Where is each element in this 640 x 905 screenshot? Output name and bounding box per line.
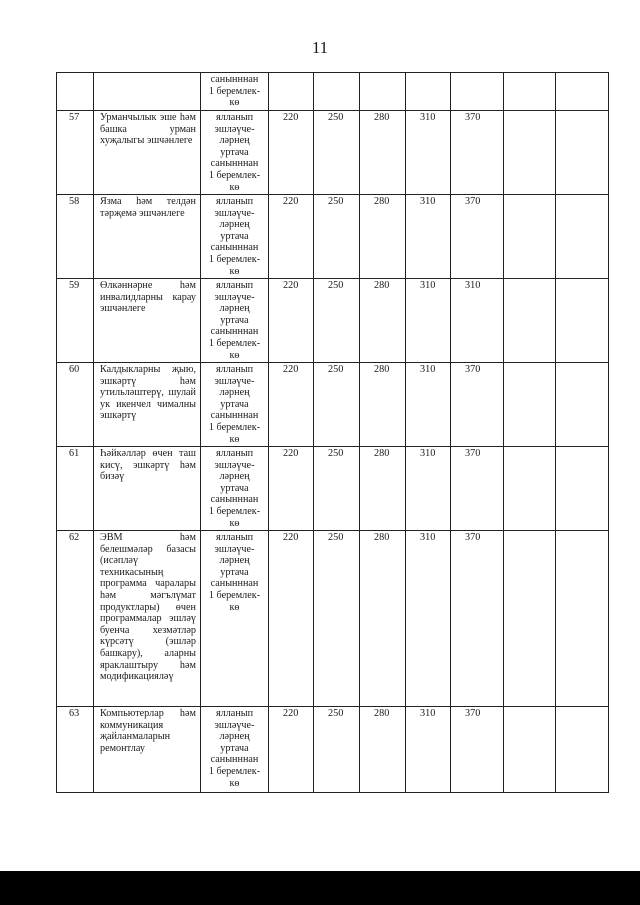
table-row <box>57 447 609 531</box>
unit-line: 1 беремлек- <box>208 337 261 349</box>
cell-value: 220 <box>269 531 314 707</box>
cell-unit <box>201 447 269 531</box>
cell-value: 220 <box>269 447 314 531</box>
unit-line: санынннан <box>210 242 259 254</box>
cell-unit <box>201 279 269 363</box>
unit-line: уртача <box>220 314 249 326</box>
cell-activity: Һәйкәлләр өчен таш кисү, эшкәртү һәм бизәү <box>94 447 201 531</box>
tariff-table <box>56 72 609 793</box>
unit-line: уртача <box>220 742 249 754</box>
unit-line: ләрнең <box>219 387 250 399</box>
unit-line: 1 беремлек- <box>208 85 261 97</box>
scan-bottom-edge <box>0 871 640 905</box>
cell-empty <box>556 111 609 195</box>
unit-line: 1 беремлек- <box>208 505 261 517</box>
cell-empty <box>556 447 609 531</box>
cell-value: 250 <box>314 363 360 447</box>
unit-line: ялланып <box>215 364 254 375</box>
cell-unit <box>201 531 269 707</box>
cell-value: 250 <box>314 195 360 279</box>
table-row <box>57 195 609 279</box>
unit-line: ялланып <box>215 448 254 459</box>
unit-line: 1 беремлек- <box>208 589 261 601</box>
unit-line: ялланып <box>215 196 254 207</box>
cell-value: 310 <box>451 279 504 363</box>
unit-line: кө <box>229 601 240 613</box>
cell-value: 370 <box>451 363 504 447</box>
cell-value: 280 <box>360 447 406 531</box>
cell-unit <box>201 111 269 195</box>
cell-value: 250 <box>314 531 360 707</box>
cell-number: 62 <box>57 531 94 707</box>
cell-value: 220 <box>269 195 314 279</box>
cell-value: 310 <box>406 447 451 531</box>
unit-line: эшләүче- <box>214 123 255 135</box>
cell-value: 370 <box>451 195 504 279</box>
cell-value: 310 <box>406 531 451 707</box>
unit-line: ләрнең <box>219 219 250 231</box>
unit-line: эшләүче- <box>214 719 255 731</box>
cell-value: 250 <box>314 111 360 195</box>
cell-value: 370 <box>451 447 504 531</box>
cell-value: 280 <box>360 363 406 447</box>
cell-value: 370 <box>451 531 504 707</box>
table-row-partial <box>57 73 609 111</box>
cell-empty <box>504 111 556 195</box>
cell-value: 250 <box>314 707 360 793</box>
unit-line: кө <box>229 97 240 109</box>
cell-unit <box>201 73 269 111</box>
cell-value: 310 <box>406 363 451 447</box>
cell-value: 280 <box>360 195 406 279</box>
unit-line: ләрнең <box>219 471 250 483</box>
cell-empty <box>504 73 556 111</box>
cell-value: 220 <box>269 363 314 447</box>
cell-value: 310 <box>406 195 451 279</box>
unit-line: ләрнең <box>219 555 250 567</box>
cell-value <box>406 73 451 111</box>
cell-value: 310 <box>406 707 451 793</box>
unit-line: кө <box>229 433 240 445</box>
cell-number <box>57 73 94 111</box>
unit-line: 1 беремлек- <box>208 765 261 777</box>
cell-empty <box>504 195 556 279</box>
unit-line: 1 беремлек- <box>208 169 261 181</box>
unit-line: уртача <box>220 482 249 494</box>
unit-line: санынннан <box>210 74 259 85</box>
cell-value: 280 <box>360 531 406 707</box>
unit-line: санынннан <box>210 754 259 766</box>
cell-unit <box>201 707 269 793</box>
unit-line: ләрнең <box>219 303 250 315</box>
cell-value <box>314 73 360 111</box>
cell-activity: Урманчылык эше һәм башка урман хуҗалыгы эшчәнлеге <box>94 111 201 195</box>
cell-activity: ЭВМ һәм белешмәләр базасы (исәпләү техникасының программа чаралары һәм мәгълүмат продуктлары) өчен программалар эшләү буенча хезмәтләр күрсәтү (эшләр башкару), аларны яраклаштыру һәм модификацияләү <box>94 531 201 707</box>
unit-line: ялланып <box>215 280 254 291</box>
unit-line: санынннан <box>210 326 259 338</box>
cell-unit <box>201 195 269 279</box>
cell-empty <box>556 531 609 707</box>
unit-line: уртача <box>220 230 249 242</box>
unit-line: ләрнең <box>219 135 250 147</box>
cell-empty <box>556 279 609 363</box>
cell-number: 61 <box>57 447 94 531</box>
table-row <box>57 363 609 447</box>
cell-value <box>269 73 314 111</box>
cell-value: 220 <box>269 111 314 195</box>
cell-empty <box>556 707 609 793</box>
unit-line: ялланып <box>215 112 254 123</box>
cell-unit <box>201 363 269 447</box>
cell-empty <box>504 279 556 363</box>
cell-value: 280 <box>360 707 406 793</box>
cell-value: 310 <box>406 279 451 363</box>
unit-line: эшләүче- <box>214 375 255 387</box>
cell-value: 250 <box>314 447 360 531</box>
page-number: 11 <box>311 38 329 57</box>
unit-line: кө <box>229 349 240 361</box>
cell-empty <box>504 447 556 531</box>
unit-line: ялланып <box>215 708 254 719</box>
table-row <box>57 111 609 195</box>
tariff-table-wrapper <box>56 72 609 793</box>
unit-line: кө <box>229 777 240 789</box>
cell-value: 370 <box>451 707 504 793</box>
cell-activity <box>94 73 201 111</box>
cell-value: 220 <box>269 707 314 793</box>
unit-line: 1 беремлек- <box>208 253 261 265</box>
cell-empty <box>556 195 609 279</box>
cell-empty <box>556 363 609 447</box>
unit-line: эшләүче- <box>214 459 255 471</box>
cell-empty <box>504 363 556 447</box>
unit-line: эшләүче- <box>214 291 255 303</box>
unit-line: санынннан <box>210 158 259 170</box>
cell-value <box>451 73 504 111</box>
cell-number: 60 <box>57 363 94 447</box>
cell-empty <box>504 707 556 793</box>
cell-activity: Компьютерлар һәм коммуникация җайланмаларын ремонтлау <box>94 707 201 793</box>
cell-value: 370 <box>451 111 504 195</box>
unit-line: кө <box>229 265 240 277</box>
unit-line: санынннан <box>210 578 259 590</box>
unit-line: санынннан <box>210 410 259 422</box>
unit-line: санынннан <box>210 494 259 506</box>
cell-number: 63 <box>57 707 94 793</box>
unit-line: кө <box>229 517 240 529</box>
cell-activity: Калдыкларны җыю, эшкәртү һәм утильләштерү, шулай ук икенчел чималны эшкәртү <box>94 363 201 447</box>
unit-line: кө <box>229 181 240 193</box>
cell-value: 280 <box>360 279 406 363</box>
cell-number: 57 <box>57 111 94 195</box>
unit-line: ләрнең <box>219 731 250 743</box>
cell-number: 59 <box>57 279 94 363</box>
cell-empty <box>556 73 609 111</box>
unit-line: эшләүче- <box>214 207 255 219</box>
unit-line: уртача <box>220 398 249 410</box>
table-row <box>57 707 609 793</box>
unit-line: эшләүче- <box>214 543 255 555</box>
cell-value <box>360 73 406 111</box>
unit-line: уртача <box>220 566 249 578</box>
unit-line: ялланып <box>215 532 254 543</box>
cell-activity: Өлкәннәрне һәм инвалидларны карау эшчәнлеге <box>94 279 201 363</box>
unit-line: 1 беремлек- <box>208 421 261 433</box>
unit-line: уртача <box>220 146 249 158</box>
table-row <box>57 531 609 707</box>
table-row <box>57 279 609 363</box>
cell-value: 280 <box>360 111 406 195</box>
cell-value: 220 <box>269 279 314 363</box>
cell-value: 250 <box>314 279 360 363</box>
cell-value: 310 <box>406 111 451 195</box>
cell-activity: Язма һәм телдән тәрҗемә эшчәнлеге <box>94 195 201 279</box>
cell-number: 58 <box>57 195 94 279</box>
cell-empty <box>504 531 556 707</box>
